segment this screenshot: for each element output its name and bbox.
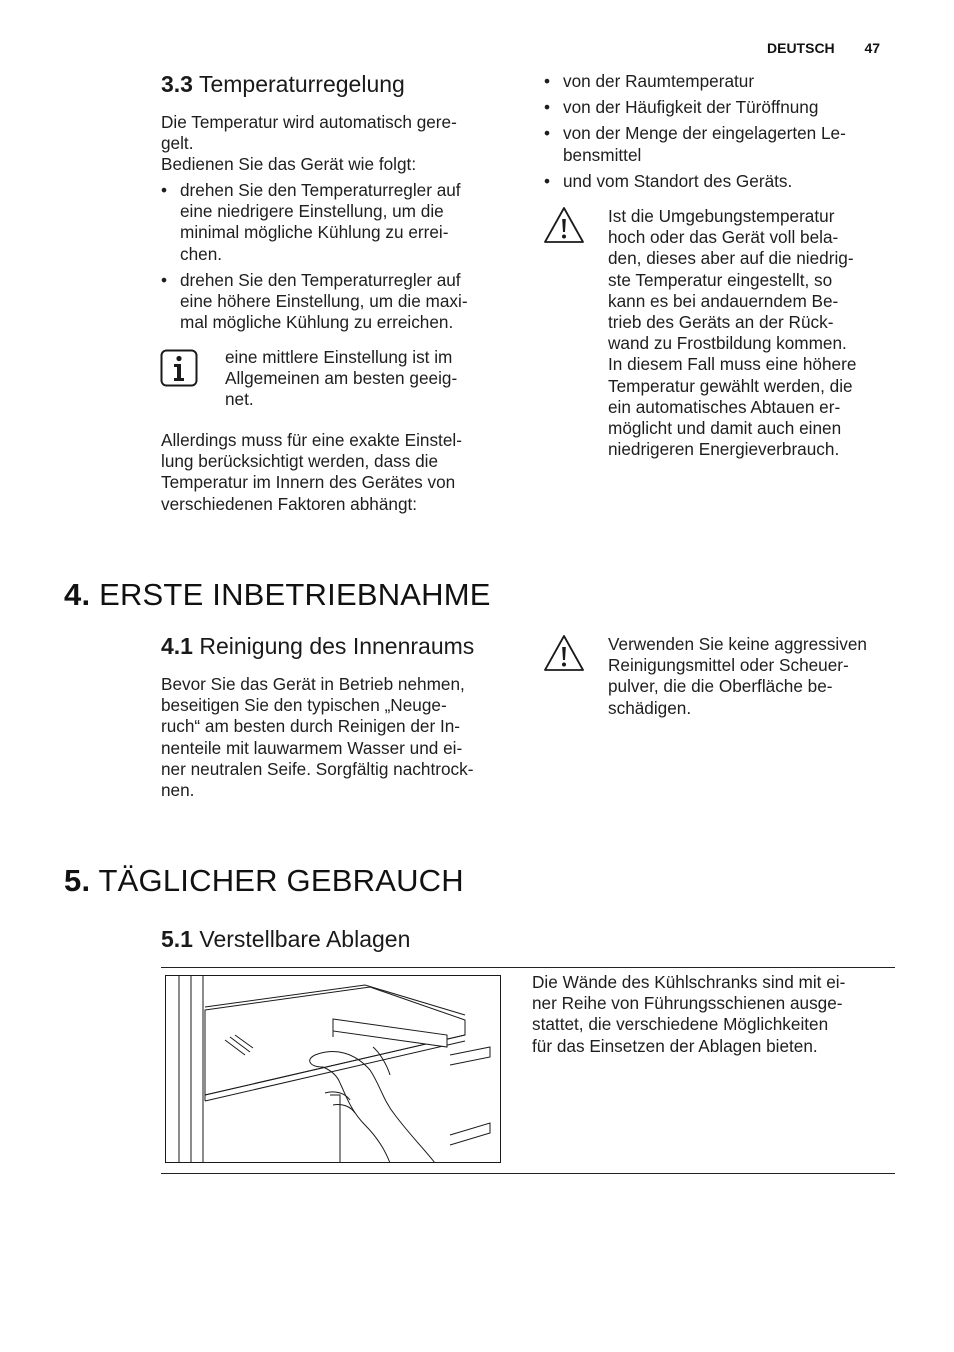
info-note: eine mittlere Einstellung ist im Allgemeinen am besten geeig- net. [225,347,458,410]
intro-paragraph: Die Temperatur wird automatisch gere- gelt. Bedienen Sie das Gerät wie folgt: [161,112,457,175]
chapter-title: TÄGLICHER GEBRAUCH [98,863,464,898]
section-title: Temperaturregelung [198,71,405,97]
info-icon [160,349,198,387]
list-item: • und vom Standort des Geräts. [544,170,793,191]
section-number: 3.3 [161,71,193,97]
section-title: Reinigung des Innenraums [199,633,475,659]
chapter-number: 4. [64,577,91,612]
factor-list [544,71,846,192]
list-item: • drehen Sie den Temperaturregler auf eine höhere Einstellung, um die maxi- mal mögliche Kühlung zu erreichen. [161,269,468,333]
shelf-illustration [165,975,501,1163]
warning-icon [543,206,585,244]
warning-icon [543,634,585,672]
chapter-number: 5. [64,863,91,898]
chapter-5-heading [64,863,464,899]
chapter-title: ERSTE INBETRIEBNAHME [99,577,491,612]
shelves-paragraph: Die Wände des Kühlschranks sind mit ei- ner Reihe von Führungsschienen ausge- stattet, die verschiedene Möglichkeiten für das Einsetzen der Ablagen bieten. [532,972,846,1056]
cleaning-paragraph: Bevor Sie das Gerät in Betrieb nehmen, beseitigen Sie den typischen „Neuge- ruch“ am besten durch Reinigen der In- nenteile mit lauwarmem Wasser und ei- ner neutralen Seife. Sorgfältig nachtrock- nen. [161,674,474,801]
table-top-rule [161,967,895,968]
list-item: • von der Raumtemperatur [544,71,755,91]
chapter-4-heading [64,577,491,613]
page-number: 47 [864,40,881,56]
list-item: • von der Menge der eingelagerten Le- bensmittel [544,123,846,165]
header-language: DEUTSCH [767,40,835,56]
section-4-1-heading [161,633,474,660]
section-title: Verstellbare Ablagen [199,926,411,952]
section-number: 4.1 [161,633,193,659]
section-5-1-heading [161,926,410,953]
section-number: 5.1 [161,926,193,952]
section-3-3-heading [161,71,405,98]
page-header [767,40,880,56]
factors-paragraph: Allerdings muss für eine exakte Einstel- lung berücksichtigt werden, dass die Temperatur im Innern des Gerätes von verschiedenen Faktoren abhängt: [161,430,462,514]
table-bottom-rule [161,1173,895,1174]
warning-note: Verwenden Sie keine aggressiven Reinigungsmittel oder Scheuer- pulver, die die Oberfläche be- schädigen. [608,634,867,718]
warning-note: Ist die Umgebungstemperatur hoch oder das Gerät voll bela- den, dieses aber auf die niedrig- ste Temperatur eingestellt, so kann es bei andauerndem Be- trieb des Geräts an der Rück- wand zu Frostbildung kommen. In diesem Fall muss eine höhere Temperatur gewählt werden, die ein automatisches Abtauen er- möglicht und damit auch einen niedrigeren Energieverbrauch. [608,206,857,460]
list-item: • von der Häufigkeit der Türöffnung [544,97,819,118]
list-item: • drehen Sie den Temperaturregler auf eine niedrigere Einstellung, um die minimal mögliche Kühlung zu errei- chen. [161,180,461,264]
bullet-list [161,180,468,333]
